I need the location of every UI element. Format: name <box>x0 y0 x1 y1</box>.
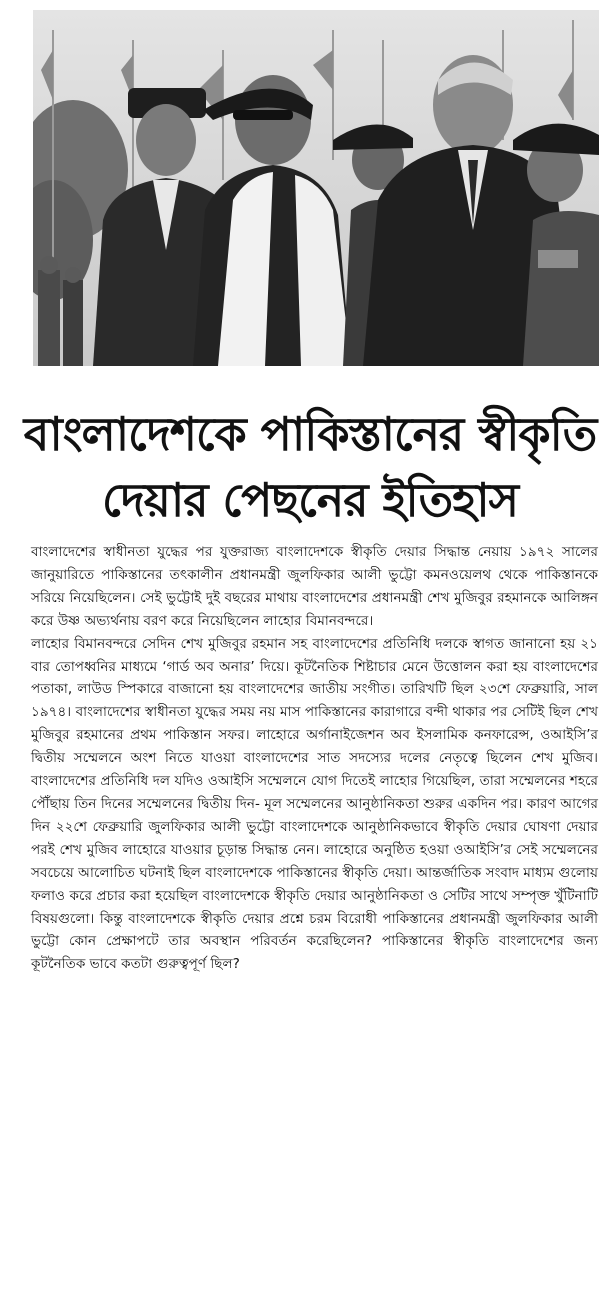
headline <box>20 401 600 533</box>
article-paragraph-1: বাংলাদেশের স্বাধীনতা যুদ্ধের পর যুক্তরাজ্য বাংলাদেশকে স্বীকৃতি দেয়ার সিদ্ধান্ত নেয়ায় ১৯৭২ সালের জানুয়ারিতে পাকিস্তানের তৎকালীন প্রধানমন্ত্রী জুলফিকার আলী ভুট্টো কমনওয়েলথ থেকে পাকিস্তানকে সরিয়ে নিয়েছিলেন। সেই ভুট্টোই দুই বছরের মাথায় বাংলাদেশের প্রধানমন্ত্রী শেখ মুজিবুর রহমানকে আলিঙ্গন করে উষ্ণ অভ্যর্থনায় বরণ করে নিয়েছিলেন লাহোর বিমানবন্দরে। <box>31 544 598 629</box>
photo-illustration <box>33 10 599 366</box>
article-paragraph-2: লাহোর বিমানবন্দরে সেদিন শেখ মুজিবুর রহমান সহ বাংলাদেশের প্রতিনিধি দলকে স্বাগত জানানো হয় ২১ বার তোপধ্বনির মাধ্যমে ‘গার্ড অব অনার’ দিয়ে। কূটনৈতিক শিষ্টাচার মেনে উত্তোলন করা হয় বাংলাদেশের পতাকা, লাউড স্পিকারে বাজানো হয় বাংলাদেশের জাতীয় সংগীত। তারিখটি ছিল ২৩শে ফেব্রুয়ারি, সাল ১৯৭৪। বাংলাদেশের স্বাধীনতা যুদ্ধের সময় নয় মাস পাকিস্তানের কারাগারে বন্দী থাকার পর সেটিই ছিল শেখ মুজিবুর রহমানের প্রথম পাকিস্তান সফর। লাহোরে অর্গানাইজেশন অব ইসলামিক কনফারেন্স, ওআইসি’র দ্বিতীয় সম্মেলনে অংশ নিতে যাওয়া বাংলাদেশের সাত সদস্যের দলের নেতৃত্বে ছিলেন শেখ মুজিব। বাংলাদেশের প্রতিনিধি দল যদিও ওআইসি সম্মেলনে যোগ দিতেই লাহোর গিয়েছিল, তারা সম্মেলনের শহরে পৌঁছায় তিন দিনের সম্মেলনের দ্বিতীয় দিন- মূল সম্মেলনের আনুষ্ঠানিকতা শুরুর একদিন পর। কারণ আগের দিন ২২শে ফেব্রুয়ারি জুলফিকার আলী ভুট্টো বাংলাদেশকে আনুষ্ঠানিকভাবে স্বীকৃতি দেয়ার ঘোষণা দেয়ার পরই শেখ মুজিব লাহোরে যাওয়ার চূড়ান্ত সিদ্ধান্ত নেন। লাহোরে অনুষ্ঠিত হওয়া ওআইসি’র সেই সম্মেলনের সবচেয়ে আলোচিত ঘটনাই ছিল বাংলাদেশকে পাকিস্তানের স্বীকৃতি দেয়া। আন্তর্জাতিক সংবাদ মাধ্যম গুলোয় ফলাও করে প্রচার করা হয়েছিল বাংলাদেশকে স্বীকৃতি দেয়ার আনুষ্ঠানিকতা ও সেটির সাথে সম্পৃক্ত খুঁটিনাটি বিষয়গুলো। কিন্তু বাংলাদেশকে স্বীকৃতি দেয়ার প্রশ্নে চরম বিরোধী পাকিস্তানের প্রধানমন্ত্রী জুলফিকার আলী ভুট্টো কোন প্রেক্ষাপটে তার অবস্থান পরিবর্তন করেছিলেন? পাকিস্তানের স্বীকৃতি বাংলাদেশের জন্য কূটনৈতিক ভাবে কতটা গুরুত্বপূর্ণ ছিল? <box>31 635 598 973</box>
news-photo <box>33 10 599 366</box>
article-body <box>31 541 598 1301</box>
headline-line-1: বাংলাদেশকে পাকিস্তানের স্বীকৃতি <box>23 407 597 462</box>
headline-line-2: দেয়ার পেছনের ইতিহাস <box>101 473 519 528</box>
